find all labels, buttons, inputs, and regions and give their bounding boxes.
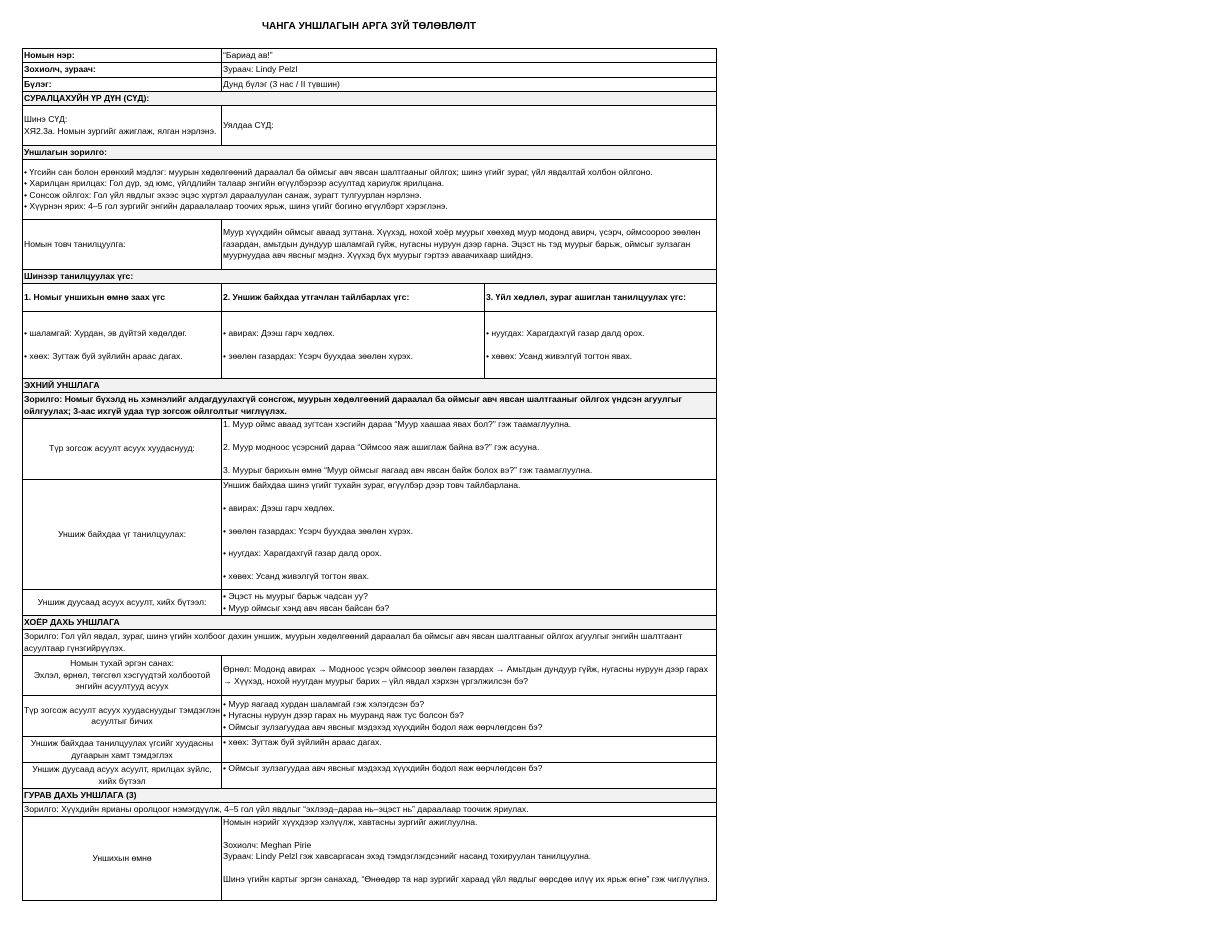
second-goal: Зорилго: Гол үйл явдал, зураг, шинэ үгийн холбоог дахин уншиж, муурын хөдөлгөөний дараалал ба оймсыг авч явсан шалтгааныг ойлгох агуулгыг энгийн шалтгаант асуултаар гүнзгийрүүлэх.: [23, 630, 717, 656]
vocab-items: • авирах: Дээш гарч хөдлөх. • зөөлөн газардах: Үсэрч буухдаа зөөлөн хүрэх.: [222, 312, 485, 379]
second-row: [23, 737, 717, 763]
row-label: Түр зогсож асуулт асуух хуудаснуудыг тэмдэглэн асуултыг бичих: [23, 696, 222, 737]
row-label: Түр зогсож асуулт асуух хуудаснууд:: [23, 419, 222, 480]
third-row: [23, 817, 717, 901]
second-row: [23, 696, 717, 737]
vocab-items: • шаламгай: Хурдан, эв дүйтэй хөдөлдөг. • хөөх: Зугтаж буй зүйлийн араас дагах.: [23, 312, 222, 379]
row-content: Номын нэрийг хүүхдээр хэлүүлж, хавтасны зургийг ажиглуулна. Зохиолч: Meghan Pirie Зураач: Lindy Pelzl гэж хавсаргасан эхэд тэмдэглэгдсэнийг насанд тохируулан танилцуулна. Шинэ үгийн картыг эргэн санахад, “Өнөөдөр та нар зургийг хараад үйл явдлыг өөрсдөө илүү их ярьж өгнө” гэж чиглүүлнэ.: [222, 817, 717, 901]
info-value: Зураач: Lindy Pelzl: [222, 63, 717, 78]
row-label: Уншиж байхдаа танилцуулах үгсийг хуудасны дугаарын хамт тэмдэглэх: [23, 737, 222, 763]
second-goal-row: [23, 630, 717, 656]
section-header: Шинээр танилцуулах үгс:: [23, 270, 717, 284]
info-row-group: [23, 78, 717, 92]
row-label: Уншихын өмнө: [23, 817, 222, 901]
vocab-header-row: [23, 284, 717, 312]
summary-text: Муур хүүхдийн оймсыг аваад зугтана. Хүүхэд, нохой хоёр муурыг хөөхөд муур модонд авирч, үсэрч, оймсоороо зөөлөн газардан, амьтдын дундуур шаламгай гүйж, нугасны нуруун дээр гарна. Эцэст нь тэд муурыг барьж, оймсыг зулзаган муурнуудаа авч явсныг мэднэ. Хүүхэд бүх муурыг гэртээ аваачихаар шийднэ.: [222, 220, 717, 270]
row-content: • Муур яагаад хурдан шаламгай гэж хэлэгдсэн бэ? • Нугасны нуруун дээр гарах нь мууранд яаж тус болсон бэ? • Оймсыг зулзагуудаа авч явсныг мэдэхэд хүүхдийн бодол яаж өөрчлөгдсөн бэ?: [222, 696, 717, 737]
info-label: Зохиолч, зураач:: [23, 63, 222, 78]
section-header: СУРАЛЦАХУЙН ҮР ДҮН (СҮД):: [23, 92, 717, 106]
vocab-items-row: [23, 312, 717, 379]
row-content: • хөөх: Зугтаж буй зүйлийн араас дагах.: [223, 737, 382, 747]
row-content: Уншиж байхдаа шинэ үгийг тухайн зураг, өгүүлбэр дээр товч тайлбарлана. • авирах: Дээш гарч хөдлөх. • зөөлөн газардах: Үсэрч буухдаа зөөлөн хүрэх. • нуугдах: Харагдахгүй газар далд орох. • хөвөх: Усанд живэлгүй тогтон явах.: [222, 480, 717, 590]
row-content-cell: [222, 763, 717, 789]
row-content: • Оймсыг зулзагуудаа авч явсныг мэдэхэд хүүхдийн бодол яаж өөрчлөгдсөн бэ?: [223, 763, 543, 773]
first-goal-row: [23, 393, 717, 419]
vocab-col-header: 1. Номыг уншихын өмнө заах үгс: [23, 284, 222, 312]
new-outcome: Шинэ СҮД: ХЯ2.3а. Номын зургийг ажиглаж, ялган нэрлэнэ.: [23, 106, 222, 146]
goals-row: [23, 160, 717, 220]
row-label: Уншиж дуусаад асуух асуулт, хийх бүтээл:: [23, 590, 222, 616]
vocab-col-header: 2. Уншиж байхдаа утгачлан тайлбарлах үгс:: [222, 284, 485, 312]
first-row: [23, 419, 717, 480]
section-header-first-reading: [23, 379, 717, 393]
info-row-title: [23, 49, 717, 63]
row-content: Өрнөл: Модонд авирах → Модноос үсэрч оймсоор зөөлөн газардах → Амьтдын дундуур гүйж, нугасны нуруун дээр гарах → Хүүхэд, нохой нуугдан муурыг барих – үйл явдал хэрхэн үргэлжилсэн бэ?: [222, 656, 717, 696]
summary-label: Номын товч танилцуулга:: [23, 220, 222, 270]
linked-outcome: Уялдаа СҮД:: [222, 106, 717, 146]
section-header: ГУРАВ ДАХЬ УНШЛАГА (3): [23, 789, 717, 803]
info-label: Бүлэг:: [23, 78, 222, 92]
first-row: [23, 590, 717, 616]
row-content: 1. Муур оймс аваад зугтсан хэсгийн дараа “Муур хаашаа явах бол?” гэж таамаглуулна. 2. Муур модноос үсэрсний дараа “Оймсоо яаж ашиглаж байна вэ?” гэж асууна. 3. Муурыг барихын өмнө “Муур оймсыг яагаад авч явсан байж болох вэ?” гэж таамаглуулна.: [222, 419, 717, 480]
vocab-items: • нуугдах: Харагдахгүй газар далд орох. • хөвөх: Усанд живэлгүй тогтон явах.: [485, 312, 717, 379]
row-label: Уншиж дуусаад асуух асуулт, ярилцах зүйлс, хийх бүтээл: [23, 763, 222, 789]
summary-row: [23, 220, 717, 270]
info-row-author: [23, 63, 717, 78]
row-content-cell: [222, 737, 717, 763]
vocab-col-header: 3. Үйл хөдлөл, зураг ашиглан танилцуулах үгс:: [485, 284, 717, 312]
section-header: ЭХНИЙ УНШЛАГА: [23, 379, 717, 393]
third-goal-row: [23, 803, 717, 817]
first-row: [23, 480, 717, 590]
first-goal: Зорилго: Номыг бүхэлд нь хэмнэлийг алдагдуулахгүй сонсгож, муурын хөдөлгөөний дараалал ба оймсыг авч явсан шалтгааныг ойлгох үндсэн агуулгыг ойлгуулах; 3-аас ихгүй удаа түр зогсож ойлголтыг чиглүүлэх.: [23, 393, 717, 419]
document-title: ЧАНГА УНШЛАГЫН АРГА ЗҮЙ ТӨЛӨВЛӨЛТ: [262, 21, 476, 32]
outcomes-row: [23, 106, 717, 146]
row-label: Номын тухай эргэн санах: Эхлэл, өрнөл, төгсгөл хэсгүүдтэй холбоотой энгийн асуултууд асуух: [23, 656, 222, 696]
section-header-third-reading: [23, 789, 717, 803]
section-header-vocab: [23, 270, 717, 284]
info-value: Дунд бүлэг (3 нас / II түвшин): [222, 78, 717, 92]
section-header-second-reading: [23, 616, 717, 630]
section-header: Уншлагын зорилго:: [23, 146, 717, 160]
second-row: [23, 763, 717, 789]
section-header: ХОЁР ДАХЬ УНШЛАГА: [23, 616, 717, 630]
section-header-goals: [23, 146, 717, 160]
lesson-plan-table: [22, 48, 717, 901]
info-value: “Бариад ав!”: [222, 49, 717, 63]
row-content: • Эцэст нь муурыг барьж чадсан уу? • Муур оймсыг хэнд авч явсан байсан бэ?: [222, 590, 717, 616]
row-label: Уншиж байхдаа үг танилцуулах:: [23, 480, 222, 590]
third-goal: Зорилго: Хүүхдийн ярианы оролцоог нэмэгдүүлж, 4–5 гол үйл явдлыг “эхлээд–дараа нь–эцэст нь” дараалаар тоочиж яриулах.: [23, 803, 717, 817]
goals-list: • Үгсийн сан болон ерөнхий мэдлэг: муурын хөдөлгөөний дараалал ба оймсыг авч явсан шалтгааныг ойлгох; шинэ үгийг зураг, үйл явдалтай холбон ойлгоно. • Харилцан ярилцах: Гол дүр, эд юмс, үйлдлийн талаар энгийн өгүүлбэрээр асуултад хариулж ярилцана. • Сонсож ойлгох: Гол үйл явдлыг эхээс эцэс хүртэл дараалуулан санаж, зурагт тулгуурлан нэрлэнэ. • Хүүрнэн ярих: 4–5 гол зургийг энгийн дараалалаар тоочих ярьж, шинэ үгийг богино өгүүлбэрт хэрэглэнэ.: [23, 160, 717, 220]
section-header-outcomes: [23, 92, 717, 106]
info-label: Номын нэр:: [23, 49, 222, 63]
second-row: [23, 656, 717, 696]
